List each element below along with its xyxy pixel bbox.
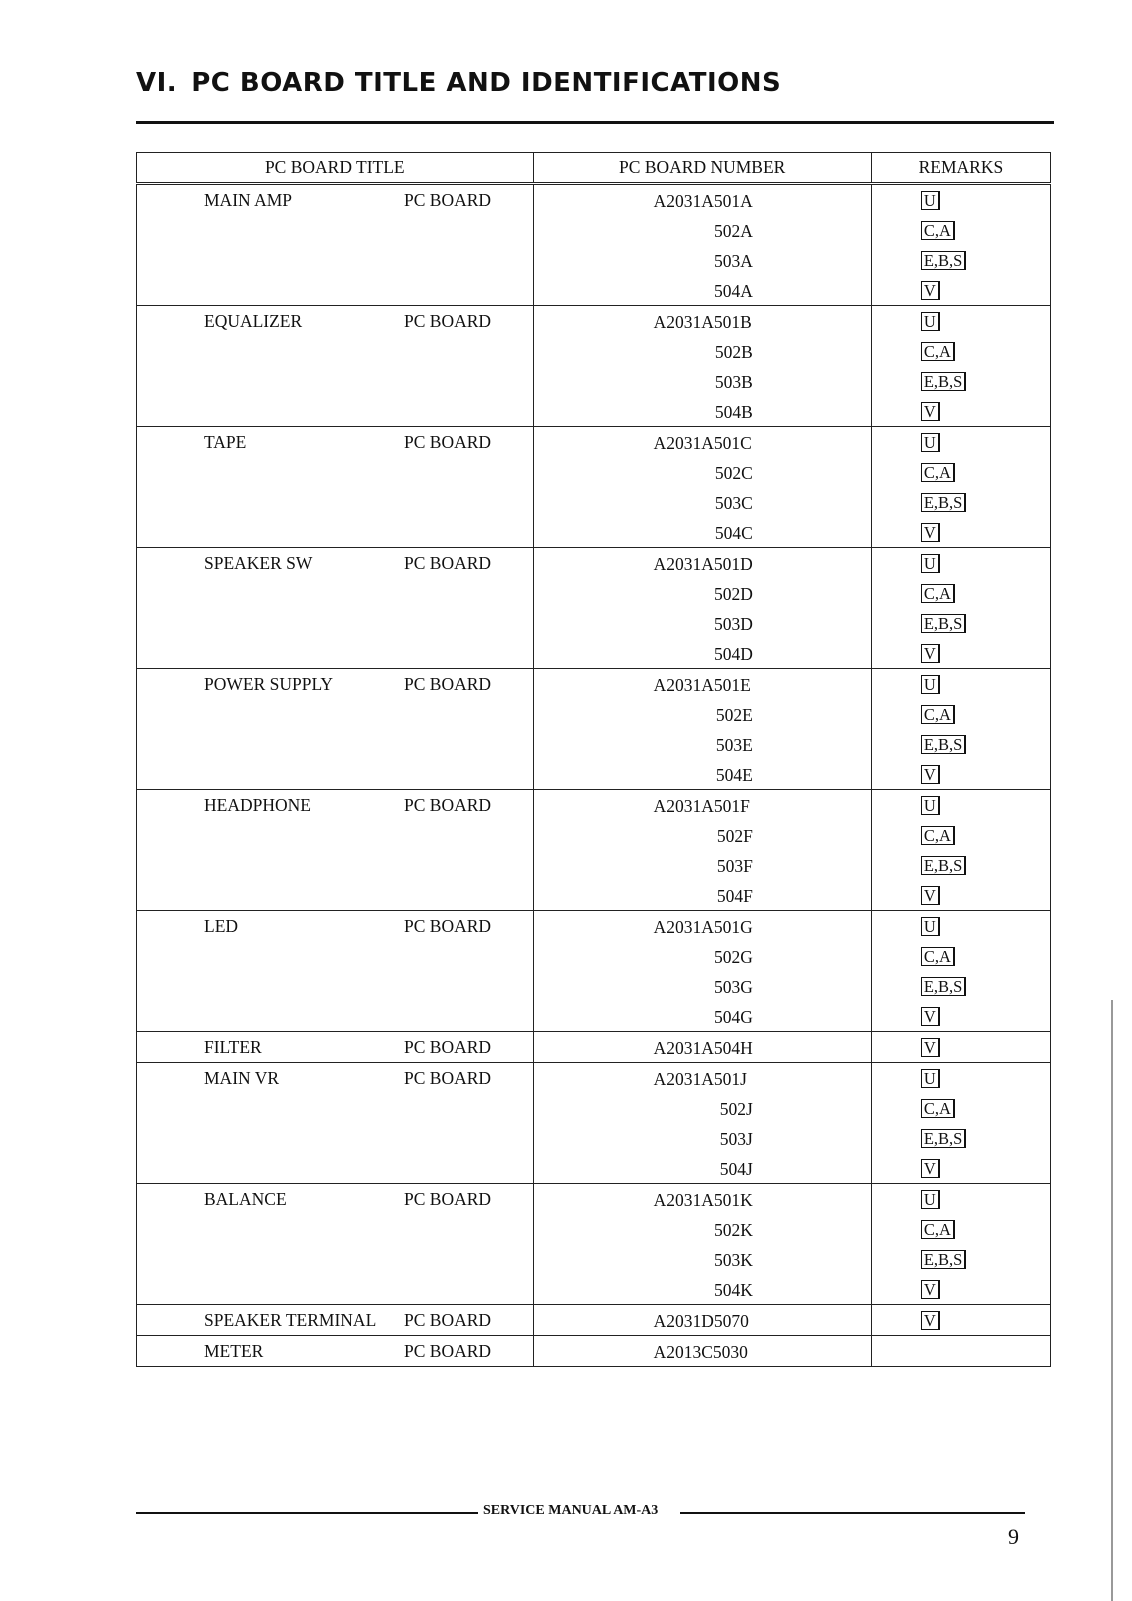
- remark-code: V: [921, 281, 940, 300]
- number-cell: [533, 1063, 871, 1094]
- number-cell: [533, 306, 871, 337]
- remark-code: V: [921, 1311, 940, 1330]
- remark-code: U: [921, 1069, 940, 1088]
- remarks-cell: [871, 790, 1050, 821]
- number-cell: [533, 699, 871, 729]
- number-cell: [533, 578, 871, 608]
- board-kind: PC BOARD: [404, 673, 492, 694]
- column-header-number: PC BOARD NUMBER: [533, 153, 871, 184]
- number-cell: [533, 1184, 871, 1215]
- board-name: BALANCE: [204, 1188, 287, 1209]
- board-number: 504D: [713, 644, 753, 664]
- number-cell: [533, 1153, 871, 1184]
- remarks-cell: [871, 184, 1050, 216]
- title-cell: [137, 790, 534, 821]
- remark-code: U: [921, 796, 940, 815]
- title-cell: [137, 669, 534, 700]
- remarks-cell: [871, 275, 1050, 306]
- remarks-cell: [871, 396, 1050, 427]
- remarks-cell: [871, 971, 1050, 1001]
- remarks-cell: [871, 1184, 1050, 1215]
- board-name: MAIN VR: [204, 1067, 280, 1088]
- board-number: A2031A501K: [653, 1190, 753, 1210]
- board-kind: PC BOARD: [404, 310, 492, 331]
- board-number: 502K: [713, 1220, 753, 1240]
- remark-code: E,B,S: [921, 977, 967, 996]
- table-row: [137, 1244, 1051, 1274]
- table-row: [137, 366, 1051, 396]
- number-cell: [533, 608, 871, 638]
- board-number: 503A: [713, 251, 753, 271]
- board-number: A2031A501F: [653, 796, 750, 816]
- remarks-cell: [871, 699, 1050, 729]
- footer-rule-left: [136, 1512, 478, 1514]
- number-cell: [533, 1244, 871, 1274]
- title-cell: [137, 1001, 534, 1032]
- remarks-cell: [871, 759, 1050, 790]
- remarks-cell: [871, 1305, 1050, 1336]
- number-cell: [533, 1032, 871, 1063]
- remark-code: U: [921, 433, 940, 452]
- board-number: A2031A504H: [653, 1038, 753, 1058]
- remarks-cell: [871, 1153, 1050, 1184]
- title-cell: [137, 608, 534, 638]
- number-cell: [533, 245, 871, 275]
- table-row: [137, 1032, 1051, 1063]
- remark-code: U: [921, 675, 940, 694]
- remarks-cell: [871, 911, 1050, 942]
- footer-rule-right: [680, 1512, 1025, 1514]
- heading-rule: [136, 121, 1054, 124]
- title-cell: [137, 1093, 534, 1123]
- table-row: [137, 790, 1051, 821]
- remark-code: E,B,S: [921, 614, 967, 633]
- remark-code: V: [921, 1159, 940, 1178]
- page-number: 9: [1008, 1524, 1019, 1549]
- title-cell: [137, 487, 534, 517]
- column-header-title: PC BOARD TITLE: [137, 153, 534, 184]
- board-number: 503F: [716, 856, 753, 876]
- board-number: 504K: [713, 1280, 753, 1300]
- table-row: [137, 517, 1051, 548]
- table-row: [137, 941, 1051, 971]
- remark-code: E,B,S: [921, 493, 967, 512]
- remark-code: V: [921, 1038, 940, 1057]
- section-numeral: VI.: [136, 68, 178, 98]
- remarks-cell: [871, 820, 1050, 850]
- number-cell: [533, 366, 871, 396]
- table-row: [137, 880, 1051, 911]
- board-number: 502F: [716, 826, 753, 846]
- title-cell: [137, 1032, 534, 1063]
- board-number: 502E: [715, 705, 753, 725]
- board-kind: PC BOARD: [404, 1188, 492, 1209]
- board-number: 503G: [713, 977, 753, 997]
- board-name: SPEAKER SW: [204, 552, 313, 573]
- number-cell: [533, 1214, 871, 1244]
- board-number: A2031A501C: [653, 433, 752, 453]
- remarks-cell: [871, 638, 1050, 669]
- board-name: EQUALIZER: [204, 310, 303, 331]
- board-kind: PC BOARD: [404, 189, 492, 210]
- number-cell: [533, 880, 871, 911]
- board-number: A2031A501J: [653, 1069, 747, 1089]
- number-cell: [533, 971, 871, 1001]
- page-binding-edge: [1111, 1000, 1113, 1601]
- title-cell: [137, 820, 534, 850]
- table-row: [137, 729, 1051, 759]
- remark-code: C,A: [921, 826, 955, 845]
- board-number: A2031A501A: [653, 191, 753, 211]
- board-number: 503B: [714, 372, 753, 392]
- remarks-cell: [871, 1214, 1050, 1244]
- title-cell: [137, 306, 534, 337]
- board-number: 502A: [713, 221, 753, 241]
- title-cell: [137, 759, 534, 790]
- remarks-cell: [871, 578, 1050, 608]
- table-row: [137, 1305, 1051, 1336]
- remark-code: C,A: [921, 463, 955, 482]
- title-cell: [137, 880, 534, 911]
- table-row: [137, 911, 1051, 942]
- remarks-cell: [871, 1274, 1050, 1305]
- number-cell: [533, 457, 871, 487]
- number-cell: [533, 427, 871, 458]
- table-row: [137, 1274, 1051, 1305]
- number-cell: [533, 1123, 871, 1153]
- remark-code: E,B,S: [921, 1129, 967, 1148]
- number-cell: [533, 790, 871, 821]
- number-cell: [533, 275, 871, 306]
- title-cell: [137, 1244, 534, 1274]
- board-number: 503D: [713, 614, 753, 634]
- remark-code: C,A: [921, 947, 955, 966]
- board-number: 504C: [714, 523, 753, 543]
- table-row: [137, 1063, 1051, 1094]
- table-row: [137, 1093, 1051, 1123]
- table-row: [137, 275, 1051, 306]
- title-cell: [137, 396, 534, 427]
- number-cell: [533, 487, 871, 517]
- footer-text: SERVICE MANUAL AM-A3: [483, 1503, 659, 1518]
- table-row: [137, 1001, 1051, 1032]
- title-cell: [137, 850, 534, 880]
- board-number: A2013C5030: [653, 1342, 748, 1362]
- title-cell: [137, 517, 534, 548]
- table-row: [137, 184, 1051, 216]
- title-cell: [137, 729, 534, 759]
- remark-code: C,A: [921, 1220, 955, 1239]
- table-row: [137, 306, 1051, 337]
- number-cell: [533, 1336, 871, 1367]
- board-number: A2031A501E: [653, 675, 751, 695]
- board-name: POWER SUPPLY: [204, 673, 334, 694]
- table-row: [137, 1184, 1051, 1215]
- remarks-cell: [871, 1244, 1050, 1274]
- number-cell: [533, 759, 871, 790]
- table-row: [137, 971, 1051, 1001]
- number-cell: [533, 1305, 871, 1336]
- remark-code: V: [921, 765, 940, 784]
- board-name: SPEAKER TERMINAL: [204, 1309, 377, 1330]
- number-cell: [533, 729, 871, 759]
- remarks-cell: [871, 548, 1050, 579]
- board-name: LED: [204, 915, 239, 936]
- board-name: MAIN AMP: [204, 189, 293, 210]
- board-kind: PC BOARD: [404, 794, 492, 815]
- board-number: 504J: [719, 1159, 753, 1179]
- table-row: [137, 669, 1051, 700]
- table-row: [137, 820, 1051, 850]
- table-row: [137, 608, 1051, 638]
- title-cell: [137, 1123, 534, 1153]
- board-kind: PC BOARD: [404, 1309, 492, 1330]
- board-number: 504A: [713, 281, 753, 301]
- number-cell: [533, 911, 871, 942]
- remarks-cell: [871, 1001, 1050, 1032]
- remarks-cell: [871, 1123, 1050, 1153]
- title-cell: [137, 1153, 534, 1184]
- board-number: 503C: [714, 493, 753, 513]
- remark-code: U: [921, 191, 940, 210]
- board-kind: PC BOARD: [404, 1036, 492, 1057]
- table-row: [137, 759, 1051, 790]
- number-cell: [533, 850, 871, 880]
- remark-code: U: [921, 554, 940, 573]
- title-cell: [137, 1184, 534, 1215]
- title-cell: [137, 1274, 534, 1305]
- board-number: A2031A501B: [653, 312, 752, 332]
- board-number: 504B: [714, 402, 753, 422]
- number-cell: [533, 336, 871, 366]
- remarks-cell: [871, 487, 1050, 517]
- board-number: 504G: [713, 1007, 753, 1027]
- column-header-remarks: REMARKS: [871, 153, 1050, 184]
- remarks-cell: [871, 366, 1050, 396]
- remark-code: V: [921, 1007, 940, 1026]
- number-cell: [533, 941, 871, 971]
- table-row: [137, 638, 1051, 669]
- remark-code: V: [921, 402, 940, 421]
- board-number: 502G: [713, 947, 753, 967]
- section-title: PC BOARD TITLE AND IDENTIFICATIONS: [191, 68, 782, 98]
- table-body: [137, 184, 1051, 1367]
- table-row: [137, 1214, 1051, 1244]
- table-header-row: [137, 153, 1051, 184]
- title-cell: [137, 1214, 534, 1244]
- remark-code: C,A: [921, 342, 955, 361]
- remark-code: C,A: [921, 1099, 955, 1118]
- board-name: HEADPHONE: [204, 794, 311, 815]
- remark-code: V: [921, 886, 940, 905]
- board-number: 503J: [719, 1129, 753, 1149]
- remark-code: U: [921, 1190, 940, 1209]
- number-cell: [533, 396, 871, 427]
- board-name: METER: [204, 1340, 264, 1361]
- number-cell: [533, 215, 871, 245]
- title-cell: [137, 215, 534, 245]
- remark-code: U: [921, 312, 940, 331]
- remarks-cell: [871, 1032, 1050, 1063]
- remark-code: V: [921, 523, 940, 542]
- title-cell: [137, 1336, 534, 1367]
- number-cell: [533, 517, 871, 548]
- title-cell: [137, 457, 534, 487]
- page-heading: [136, 68, 781, 98]
- board-number: 502C: [714, 463, 753, 483]
- title-cell: [137, 184, 534, 216]
- board-kind: PC BOARD: [404, 552, 492, 573]
- table-row: [137, 427, 1051, 458]
- remark-code: V: [921, 1280, 940, 1299]
- remark-code: V: [921, 644, 940, 663]
- remarks-cell: [871, 245, 1050, 275]
- board-kind: PC BOARD: [404, 431, 492, 452]
- title-cell: [137, 638, 534, 669]
- remarks-cell: [871, 941, 1050, 971]
- table-row: [137, 245, 1051, 275]
- table-row: [137, 215, 1051, 245]
- remarks-cell: [871, 729, 1050, 759]
- remarks-cell: [871, 669, 1050, 700]
- remarks-cell: [871, 1093, 1050, 1123]
- number-cell: [533, 669, 871, 700]
- remarks-cell: [871, 336, 1050, 366]
- number-cell: [533, 184, 871, 216]
- remarks-cell: [871, 1336, 1050, 1367]
- remark-code: C,A: [921, 705, 955, 724]
- table-row: [137, 396, 1051, 427]
- table-row: [137, 1153, 1051, 1184]
- pc-board-table: [136, 152, 1051, 1367]
- title-cell: [137, 245, 534, 275]
- title-cell: [137, 427, 534, 458]
- board-kind: PC BOARD: [404, 915, 492, 936]
- board-number: 502J: [719, 1099, 753, 1119]
- table-row: [137, 487, 1051, 517]
- board-name: TAPE: [204, 431, 247, 452]
- title-cell: [137, 971, 534, 1001]
- board-number: 504F: [716, 886, 753, 906]
- table-row: [137, 578, 1051, 608]
- remark-code: C,A: [921, 584, 955, 603]
- remark-code: C,A: [921, 221, 955, 240]
- number-cell: [533, 1274, 871, 1305]
- board-kind: PC BOARD: [404, 1340, 492, 1361]
- number-cell: [533, 548, 871, 579]
- board-name: FILTER: [204, 1036, 262, 1057]
- remark-code: U: [921, 917, 940, 936]
- remark-code: E,B,S: [921, 1250, 967, 1269]
- remark-code: E,B,S: [921, 735, 967, 754]
- table-row: [137, 699, 1051, 729]
- title-cell: [137, 336, 534, 366]
- remarks-cell: [871, 215, 1050, 245]
- board-number: A2031D5070: [653, 1311, 749, 1331]
- remarks-cell: [871, 608, 1050, 638]
- remarks-cell: [871, 850, 1050, 880]
- table-row: [137, 1123, 1051, 1153]
- table-row: [137, 548, 1051, 579]
- number-cell: [533, 1093, 871, 1123]
- title-cell: [137, 366, 534, 396]
- board-kind: PC BOARD: [404, 1067, 492, 1088]
- title-cell: [137, 548, 534, 579]
- board-number: 503E: [715, 735, 753, 755]
- remark-code: E,B,S: [921, 251, 967, 270]
- title-cell: [137, 1305, 534, 1336]
- remarks-cell: [871, 880, 1050, 911]
- remarks-cell: [871, 1063, 1050, 1094]
- remarks-cell: [871, 427, 1050, 458]
- board-number: 502B: [714, 342, 753, 362]
- number-cell: [533, 638, 871, 669]
- title-cell: [137, 911, 534, 942]
- board-number: 503K: [713, 1250, 753, 1270]
- table-row: [137, 336, 1051, 366]
- title-cell: [137, 1063, 534, 1094]
- number-cell: [533, 1001, 871, 1032]
- board-number: 502D: [713, 584, 753, 604]
- remark-code: E,B,S: [921, 372, 967, 391]
- table-row: [137, 457, 1051, 487]
- table-row: [137, 850, 1051, 880]
- board-number: A2031A501G: [653, 917, 753, 937]
- remarks-cell: [871, 306, 1050, 337]
- remark-code: E,B,S: [921, 856, 967, 875]
- title-cell: [137, 275, 534, 306]
- table-row: [137, 1336, 1051, 1367]
- remarks-cell: [871, 517, 1050, 548]
- board-number: A2031A501D: [653, 554, 753, 574]
- remarks-cell: [871, 457, 1050, 487]
- title-cell: [137, 699, 534, 729]
- number-cell: [533, 820, 871, 850]
- title-cell: [137, 578, 534, 608]
- board-number: 504E: [715, 765, 753, 785]
- title-cell: [137, 941, 534, 971]
